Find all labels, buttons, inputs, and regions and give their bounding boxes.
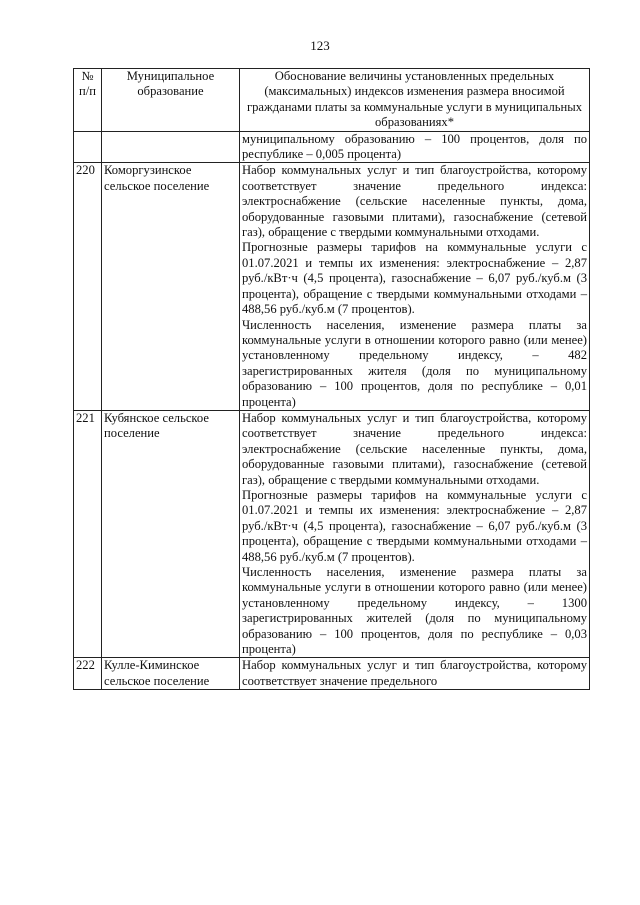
justification-paragraph: Прогнозные размеры тарифов на коммунальные услуги с 01.07.2021 и темпы их изменения: электроснабжение – 2,87 руб./кВт·ч (4,5 процента), газоснабжение – 6,07 руб./куб.м (3 процента), обращение с твердыми коммунальными отходами – 488,56 руб./куб.м (7 процентов).	[242, 240, 587, 317]
table-row	[74, 410, 590, 658]
header-municipality-label: Муниципальное образование	[126, 69, 215, 99]
row-number: 220	[74, 163, 102, 411]
row-municipality: Коморгузинское сельское поселение	[102, 163, 240, 411]
row-number	[74, 131, 102, 163]
row-municipality: Кубянское сельское поселение	[102, 410, 240, 658]
header-number-label: № п/п	[79, 69, 96, 99]
justification-paragraph: Численность населения, изменение размера платы за коммунальные услуги в отношении которого равно (или менее) установленному предельному индексу, – 1300 зарегистрированных жителей (доля по муниципальному образованию – 100 процентов, доля по республике – 0,03 процента)	[242, 565, 587, 657]
table-header-row	[74, 69, 590, 132]
row-municipality: Кулле-Киминское сельское поселение	[102, 658, 240, 690]
page-number: 123	[310, 38, 330, 53]
table-row	[74, 658, 590, 690]
row-justification	[240, 163, 590, 411]
header-number	[74, 69, 102, 132]
table-row-continuation	[74, 131, 590, 163]
row-justification	[240, 131, 590, 163]
row-justification	[240, 410, 590, 658]
justification-paragraph: Прогнозные размеры тарифов на коммунальные услуги с 01.07.2021 и темпы их изменения: электроснабжение – 2,87 руб./кВт·ч (4,5 процента), газоснабжение – 6,07 руб./куб.м (3 процента), обращение с твердыми коммунальными отходами – 488,56 руб./куб.м (7 процентов).	[242, 487, 587, 564]
row-number: 221	[74, 410, 102, 658]
justification-paragraph: Набор коммунальных услуг и тип благоустройства, которому соответствует значение предельного	[242, 658, 587, 688]
row-justification	[240, 658, 590, 690]
justification-paragraph: Набор коммунальных услуг и тип благоустройства, которому соответствует значение предельного индекса: электроснабжение (сельские населенные пункты, дома, оборудованные газовыми плитами), газоснабжение (сетевой газ), обращение с твердыми коммунальными отходами.	[242, 410, 587, 487]
header-justification-label: Обоснование величины установленных предельных (максимальных) индексов изменения размера вносимой гражданами платы за коммунальные услуги в муниципальных образованиях*	[246, 69, 583, 130]
table-row	[74, 163, 590, 411]
row-municipality	[102, 131, 240, 163]
tariff-index-table	[73, 68, 590, 690]
justification-paragraph: Численность населения, изменение размера платы за коммунальные услуги в отношении которого равно (или менее) установленному предельному индексу, – 482 зарегистрированных жителя (доля по муниципальному образованию – 100 процентов, доля по республике – 0,01 процента)	[242, 317, 587, 409]
header-justification	[240, 69, 590, 132]
justification-paragraph: муниципальному образованию – 100 процентов, доля по республике – 0,005 процента)	[242, 131, 587, 162]
header-municipality	[102, 69, 240, 132]
justification-paragraph: Набор коммунальных услуг и тип благоустройства, которому соответствует значение предельного индекса: электроснабжение (сельские населенные пункты, дома, оборудованные газовыми плитами), газоснабжение (сетевой газ), обращение с твердыми коммунальными отходами.	[242, 163, 587, 240]
row-number: 222	[74, 658, 102, 690]
